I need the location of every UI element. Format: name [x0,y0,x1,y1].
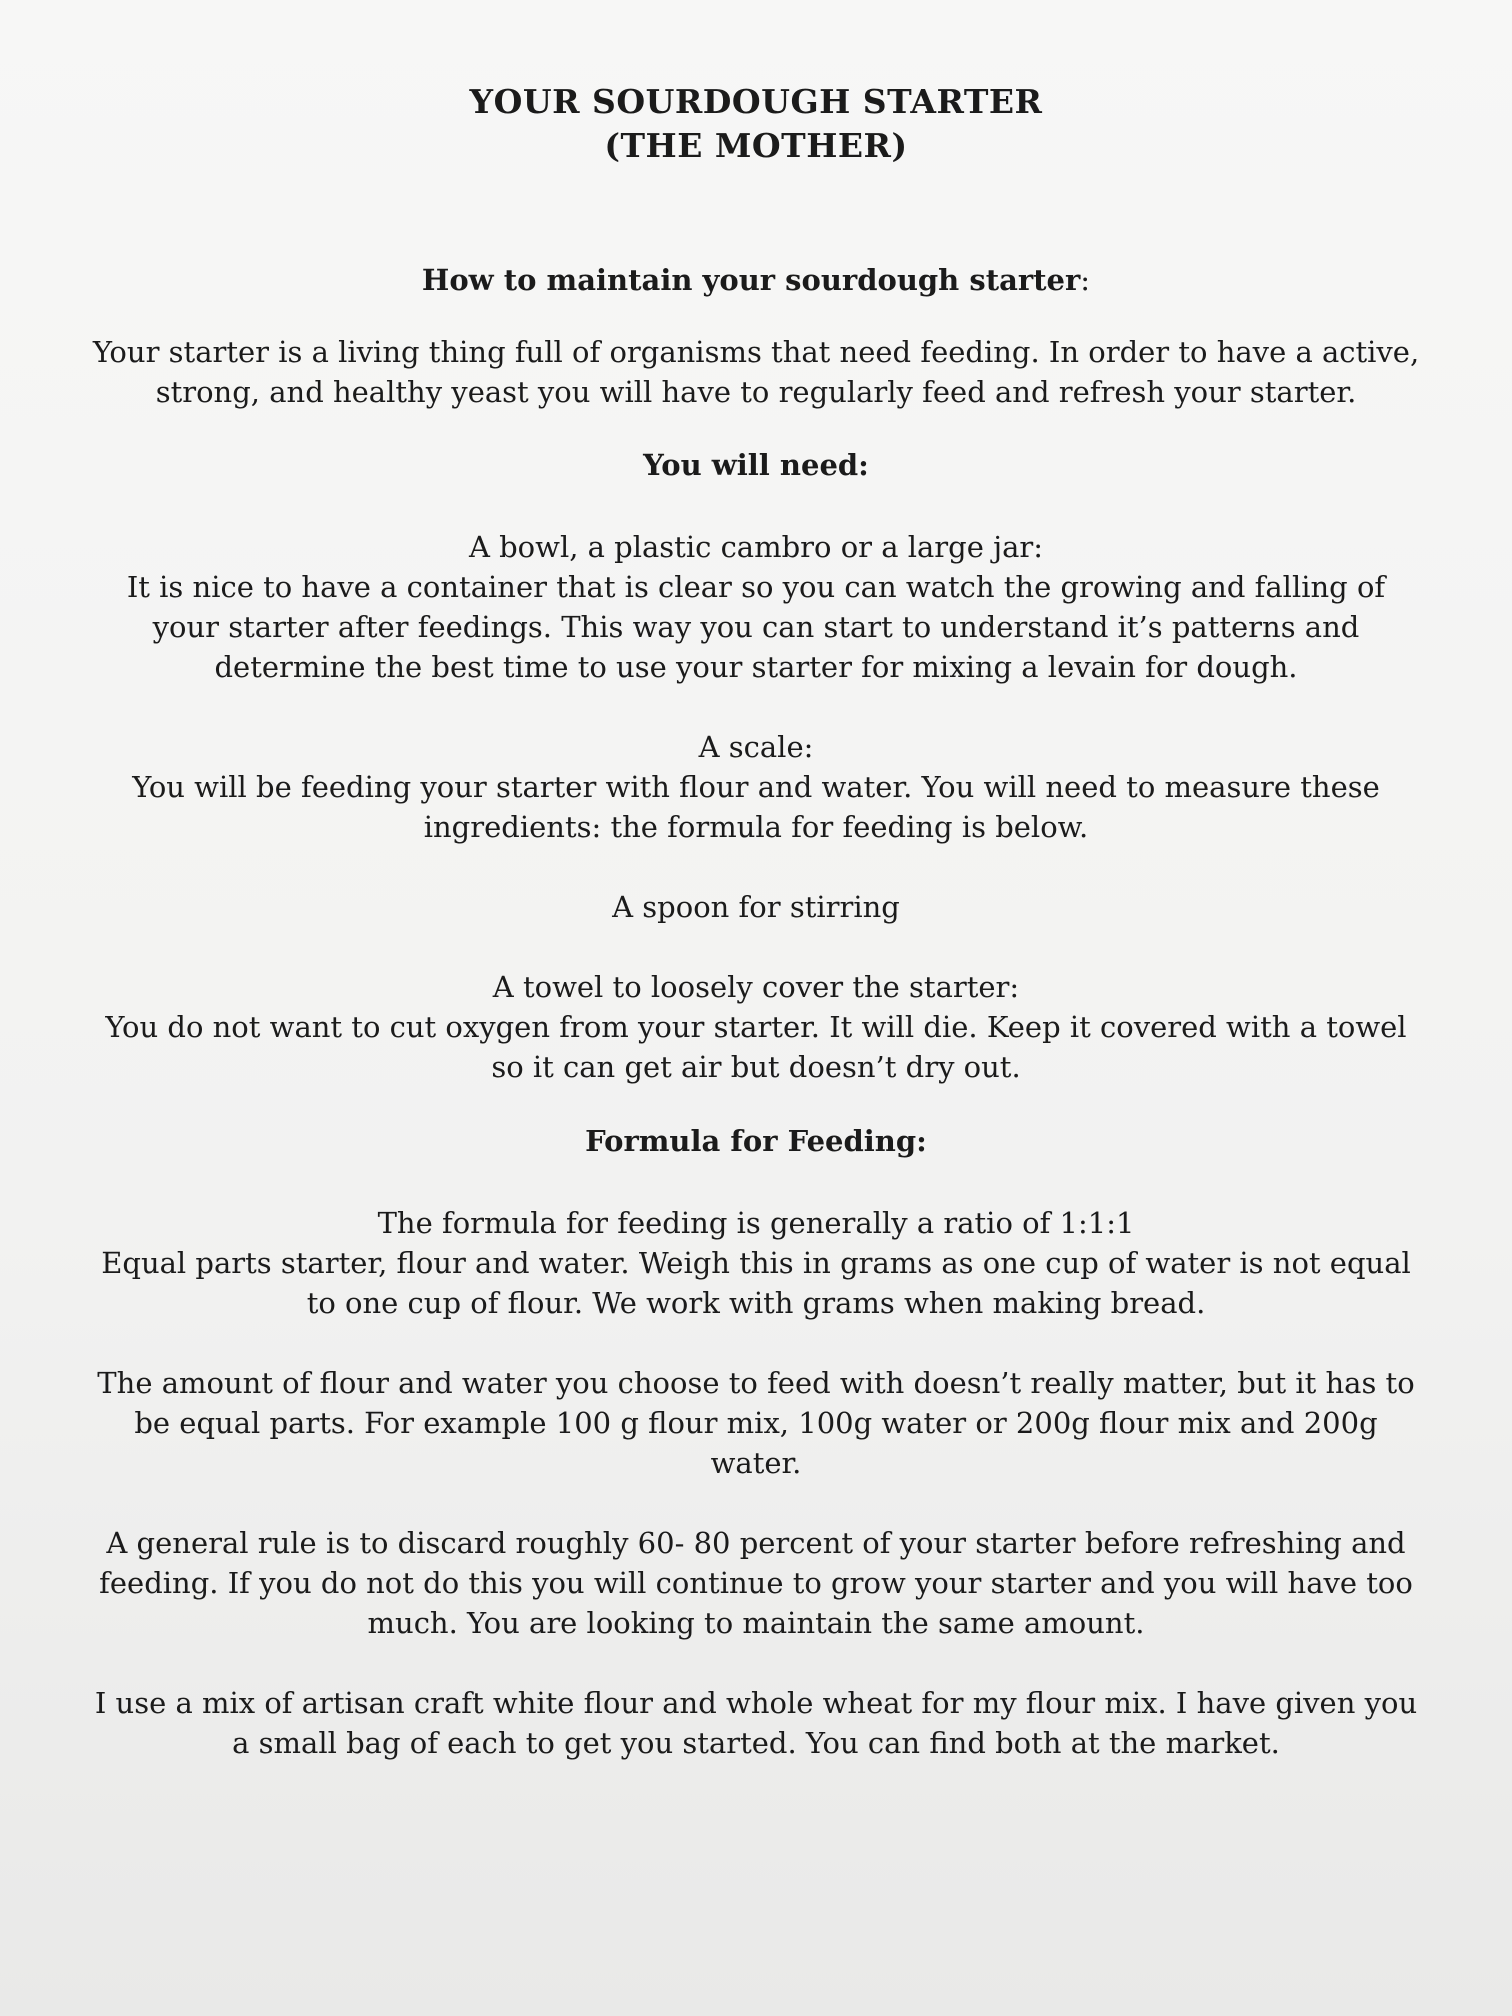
formula-ratio-line: The formula for feeding is generally a ratio of 1:1:1 [377,1206,1135,1240]
item-bowl-description: It is nice to have a container that is clear so you can watch the growing and falling of your starter after feedings. This way you can start to understand it’s patterns and determine the best time to use your starter for mixing a levain for dough. [126,570,1386,684]
item-spoon-label: A spoon for stirring [612,890,900,924]
need-heading: You will need: [643,448,869,482]
maintain-heading-text: How to maintain your sourdough starter [421,263,1081,297]
formula-equal-parts: Equal parts starter, flour and water. Weigh this in grams as one cup of water is not equal to one cup of flour. We work with grams when making bread. [101,1246,1411,1320]
item-bowl [91,527,1421,687]
item-towel-description: You do not want to cut oxygen from your starter. It will die. Keep it covered with a towel so it can get air but doesn’t dry out. [105,1010,1407,1084]
maintain-heading-colon: : [1080,263,1091,297]
document-title [0,80,1512,168]
item-towel [91,967,1421,1087]
item-spoon [91,887,1421,927]
item-towel-label: A towel to loosely cover the starter: [492,970,1020,1004]
flour-mix-paragraph: I use a mix of artisan craft white flour and whole wheat for my flour mix. I have given you a small bag of each to get you started. You can find both at the market. [94,1686,1418,1760]
intro-paragraph: Your starter is a living thing full of organisms that need feeding. In order to have a active, strong, and healthy yeast you will have to regularly feed and refresh your starter. [92,335,1420,409]
title-line-1: YOUR SOURDOUGH STARTER [469,82,1043,121]
maintain-heading [0,260,1512,300]
formula-heading: Formula for Feeding: [585,1124,927,1158]
discard-paragraph: A general rule is to discard roughly 60- 80 percent of your starter before refreshing and feeding. If you do not do this you will continue to grow your starter and you will have too much. You are looking to maintain the same amount. [99,1526,1413,1640]
item-scale-label: A scale: [698,730,814,764]
formula-paragraph [91,1203,1421,1323]
amount-paragraph: The amount of flour and water you choose to feed with doesn’t really matter, but it has to be equal parts. For example 100 g flour mix, 100g water or 200g flour mix and 200g water. [97,1366,1415,1480]
item-scale [91,727,1421,847]
item-scale-description: You will be feeding your starter with flour and water. You will need to measure these ingredients: the formula for feeding is below. [132,770,1380,844]
item-bowl-label: A bowl, a plastic cambro or a large jar: [468,530,1044,564]
title-line-2: (THE MOTHER) [604,126,908,165]
